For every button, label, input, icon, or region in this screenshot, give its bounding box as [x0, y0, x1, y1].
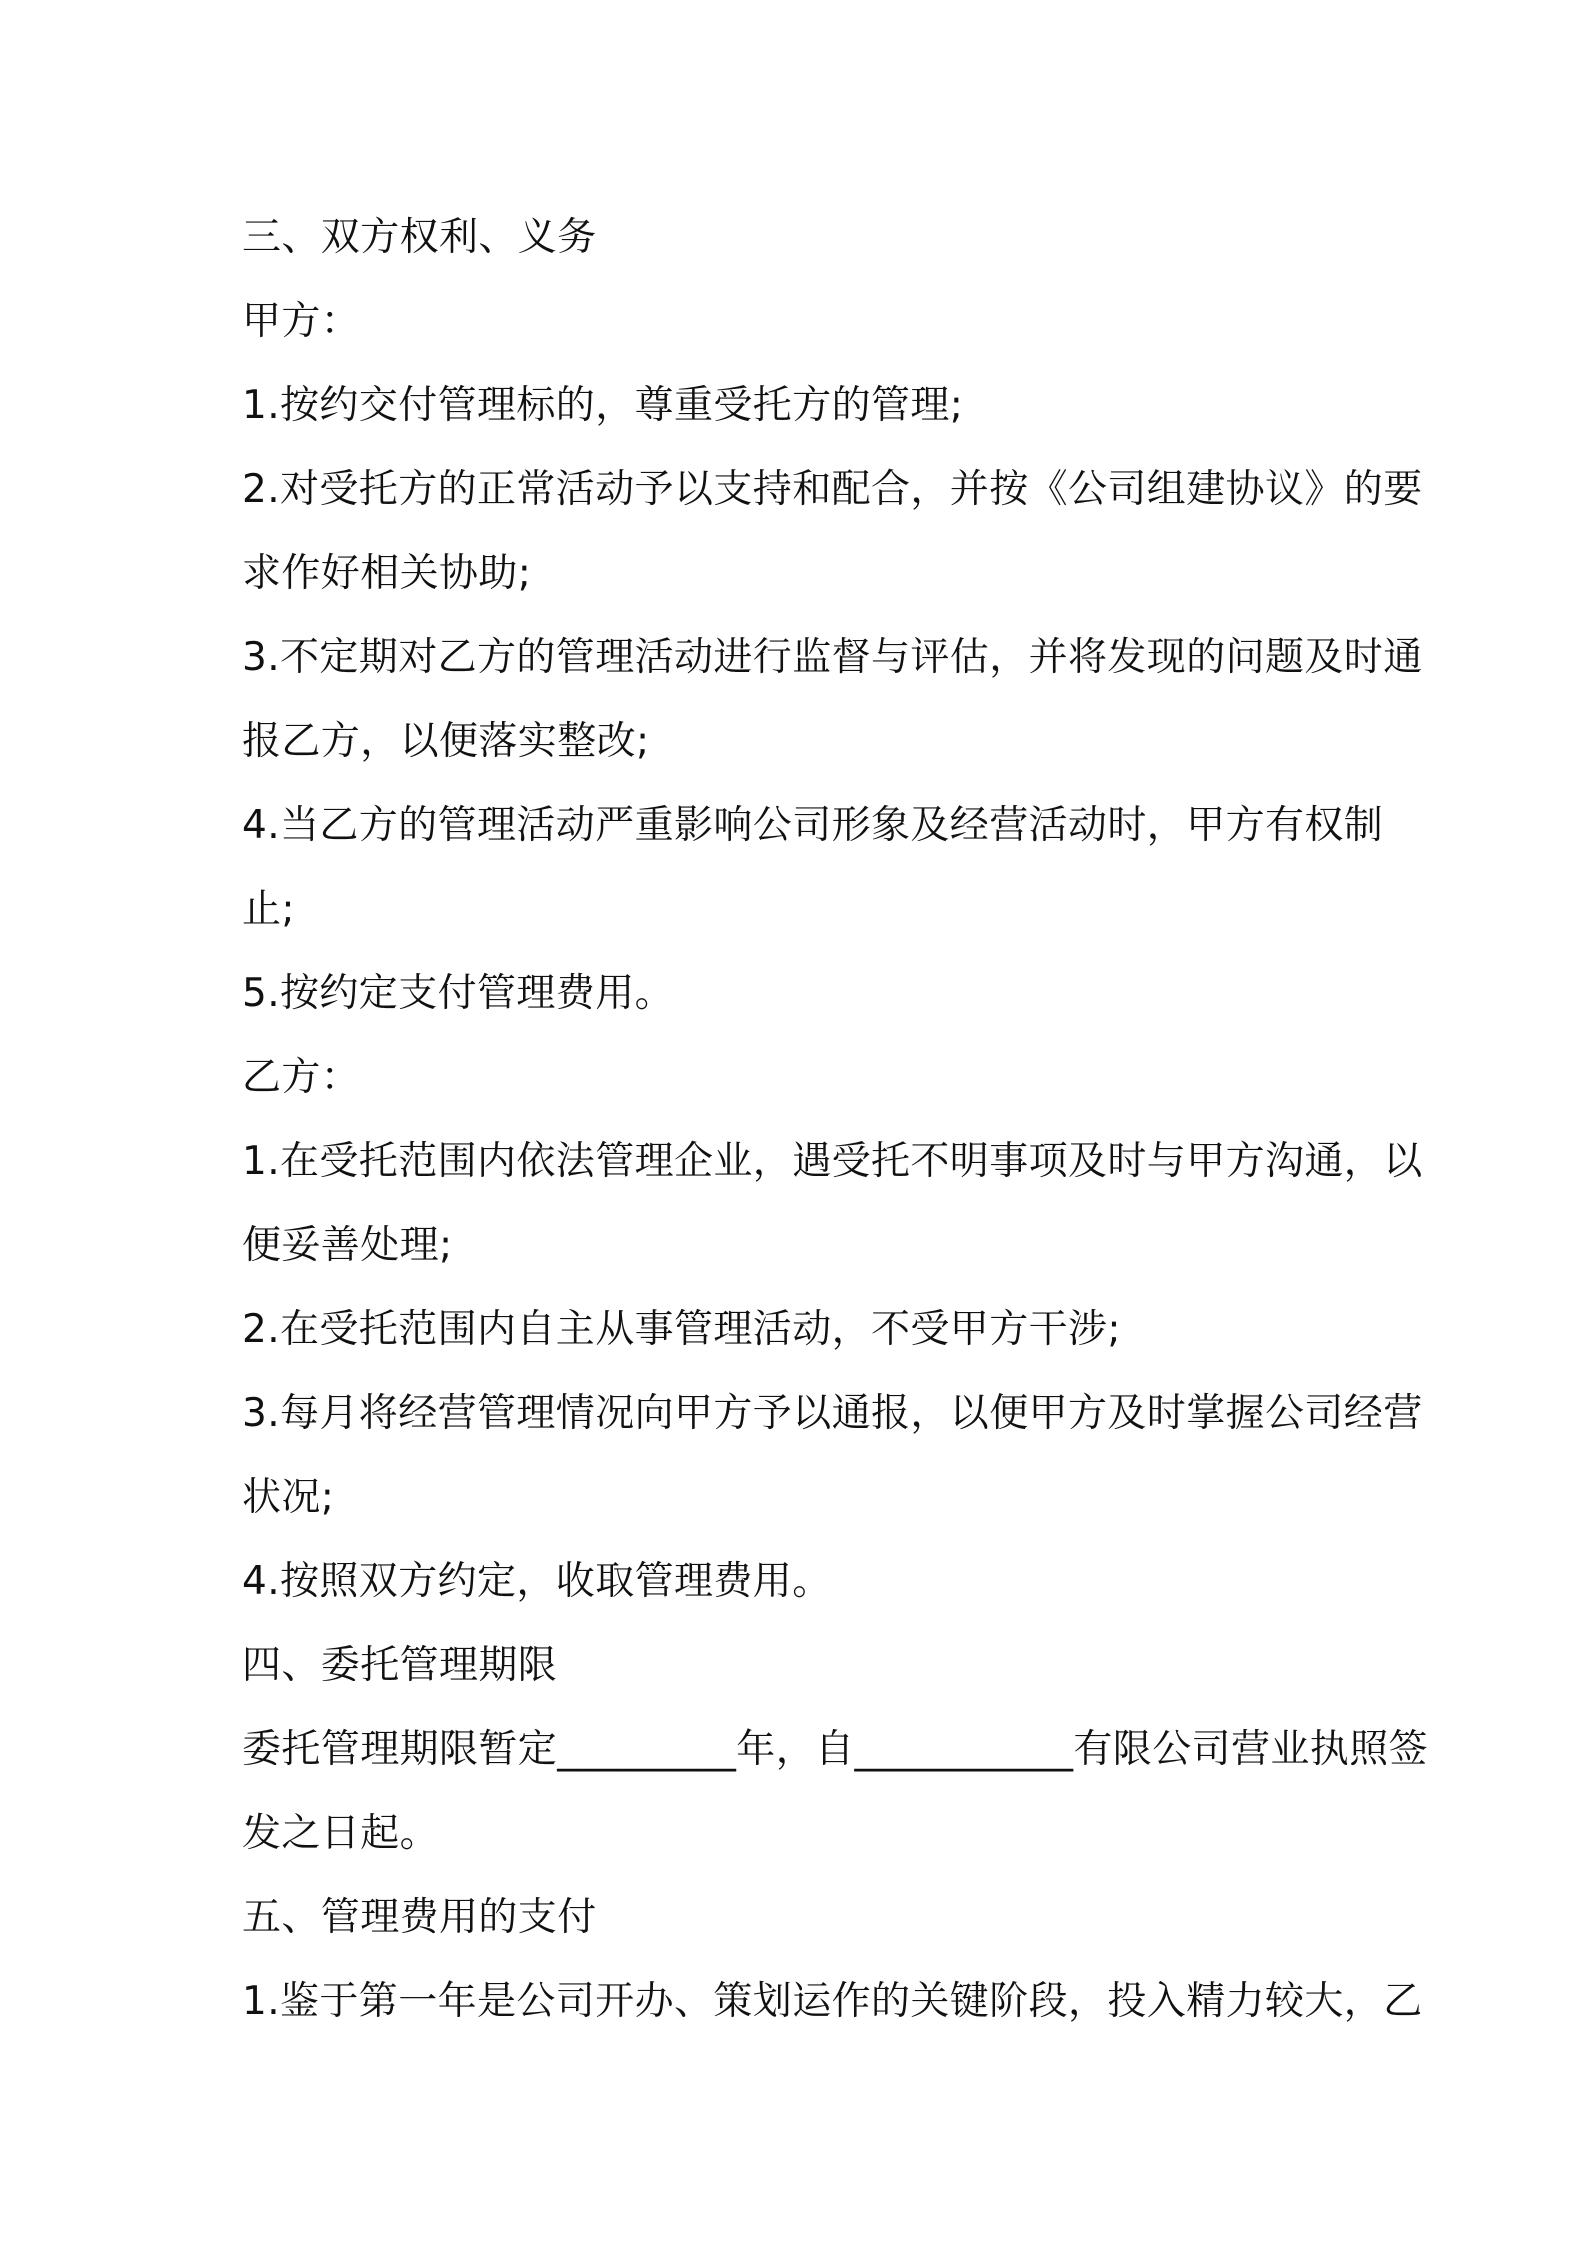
section-heading-entrustment-period: 四、委托管理期限	[242, 1643, 558, 1688]
fee-payment-clause-1-line-1: 1.鉴于第一年是公司开办、策划运作的关键阶段，投入精力较大，乙	[242, 1979, 1423, 2024]
party-a-clause-2-line-2: 求作好相关协助;	[242, 551, 532, 596]
party-b-label: 乙方：	[242, 1055, 361, 1100]
party-b-clause-1-line-2: 便妥善处理;	[242, 1223, 453, 1268]
party-a-label: 甲方：	[242, 299, 361, 344]
section-heading-rights-obligations: 三、双方权利、义务	[242, 215, 597, 260]
party-a-clause-3-line-1: 3.不定期对乙方的管理活动进行监督与评估，并将发现的问题及时通	[242, 635, 1423, 680]
party-a-clause-2-line-1: 2.对受托方的正常活动予以支持和配合，并按《公司组建协议》的要	[242, 467, 1423, 512]
party-b-clause-3-line-2: 状况;	[242, 1475, 335, 1520]
entrustment-period-text-line-1: 委托管理期限暂定_________年，自___________有限公司营业执照签	[242, 1727, 1429, 1772]
entrustment-period-text-line-2: 发之日起。	[242, 1811, 440, 1856]
party-b-clause-4: 4.按照双方约定，收取管理费用。	[242, 1559, 832, 1604]
section-heading-fee-payment: 五、管理费用的支付	[242, 1895, 597, 1940]
party-b-clause-3-line-1: 3.每月将经营管理情况向甲方予以通报，以便甲方及时掌握公司经营	[242, 1391, 1423, 1436]
party-a-clause-5: 5.按约定支付管理费用。	[242, 971, 675, 1016]
party-a-clause-3-line-2: 报乙方，以便落实整改;	[242, 719, 650, 764]
document-body	[242, 196, 1429, 2044]
party-b-clause-2: 2.在受托范围内自主从事管理活动，不受甲方干涉;	[242, 1307, 1121, 1352]
party-a-clause-4-line-2: 止;	[242, 887, 295, 932]
party-a-clause-1: 1.按约交付管理标的，尊重受托方的管理;	[242, 383, 964, 428]
party-b-clause-1-line-1: 1.在受托范围内依法管理企业，遇受托不明事项及时与甲方沟通，以	[242, 1139, 1423, 1184]
party-a-clause-4-line-1: 4.当乙方的管理活动严重影响公司形象及经营活动时，甲方有权制	[242, 803, 1384, 848]
